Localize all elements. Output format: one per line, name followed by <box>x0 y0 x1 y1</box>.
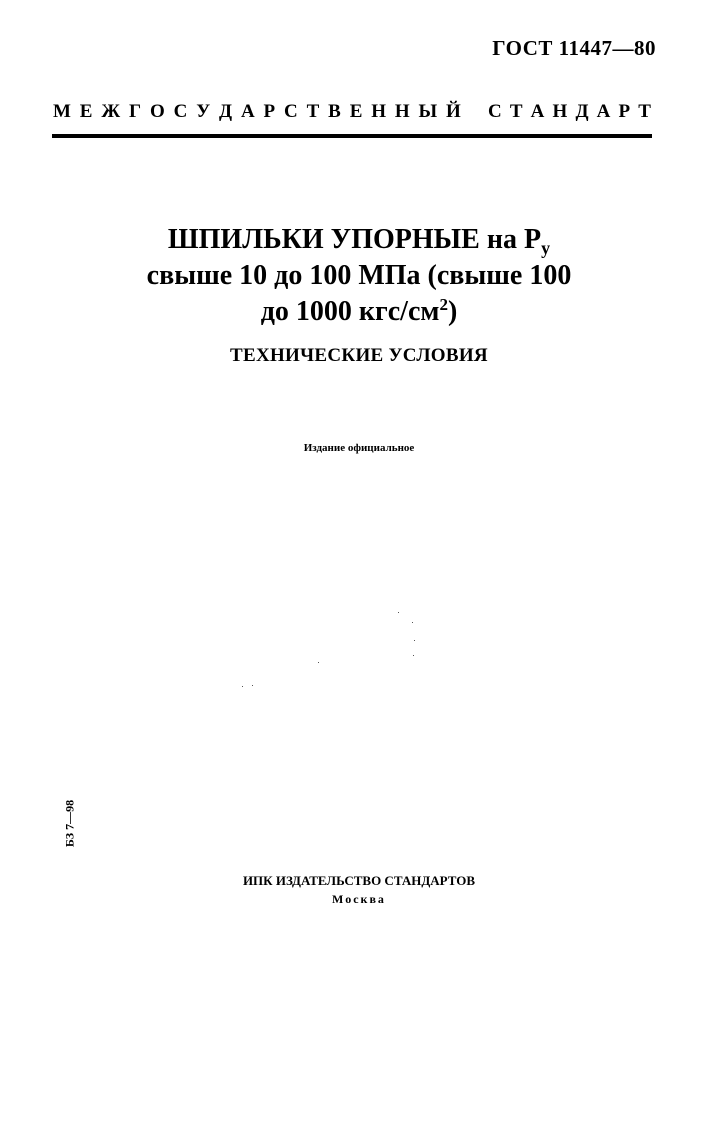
banner-letter: Р <box>263 101 276 122</box>
banner-letter: Д <box>219 101 233 122</box>
edition-note: Издание официальное <box>303 442 415 454</box>
document-subtitle: ТЕХНИЧЕСКИЕ УСЛОВИЯ <box>230 345 488 366</box>
scan-speck <box>318 662 319 663</box>
title-superscript: 2 <box>439 295 448 314</box>
publisher-city: Москва <box>332 892 386 906</box>
title-subscript: у <box>541 238 551 258</box>
banner-letter: С <box>173 101 188 122</box>
banner-word-interstate <box>53 101 461 123</box>
banner-letter: А <box>530 101 545 122</box>
banner-letter: Т <box>509 101 523 122</box>
title-line-3-end: ) <box>447 296 458 327</box>
title-line-2: свыше 10 до 100 МПа (свыше 100 <box>146 260 572 291</box>
title-line-1 <box>0 222 718 258</box>
standard-banner <box>53 101 651 123</box>
banner-letter: С <box>284 101 298 122</box>
side-code-text: БЗ 7—98 <box>62 799 77 848</box>
banner-letter: В <box>328 101 341 122</box>
header-rule <box>52 134 652 138</box>
scan-speck <box>414 640 415 641</box>
banner-letter: О <box>149 101 165 122</box>
side-code <box>56 794 77 854</box>
document-title <box>0 222 718 330</box>
title-line-3 <box>0 294 718 330</box>
banner-letter: М <box>53 101 71 122</box>
banner-letter: Р <box>618 101 631 122</box>
scan-speck <box>242 686 243 687</box>
banner-letter: Й <box>446 101 461 122</box>
banner-letter: Н <box>552 101 568 122</box>
banner-letter: Д <box>575 101 589 122</box>
banner-letter: Г <box>129 101 142 122</box>
scan-speck <box>398 612 399 613</box>
banner-letter: У <box>196 101 211 122</box>
banner-letter: Ы <box>418 101 438 122</box>
banner-letter: Т <box>306 101 320 122</box>
banner-letter: Н <box>394 101 410 122</box>
banner-letter: А <box>596 101 611 122</box>
banner-letter: С <box>488 101 502 122</box>
banner-letter: Ж <box>101 101 121 122</box>
banner-letter: А <box>240 101 255 122</box>
banner-word-standard <box>488 101 651 123</box>
scan-speck <box>252 685 253 686</box>
banner-letter: Н <box>371 101 387 122</box>
title-line-3-text: до 1000 кгс/см <box>260 296 440 327</box>
banner-letter: Е <box>79 101 93 122</box>
scan-speck <box>413 655 414 656</box>
publisher-name: ИПК ИЗДАТЕЛЬСТВО СТАНДАРТОВ <box>242 873 476 888</box>
title-line-1-text: ШПИЛЬКИ УПОРНЫЕ на Р <box>167 224 542 255</box>
scan-speck <box>412 622 413 623</box>
gost-number: ГОСТ 11447—80 <box>492 36 656 60</box>
banner-letter: Е <box>349 101 363 122</box>
banner-letter: Т <box>638 101 651 122</box>
